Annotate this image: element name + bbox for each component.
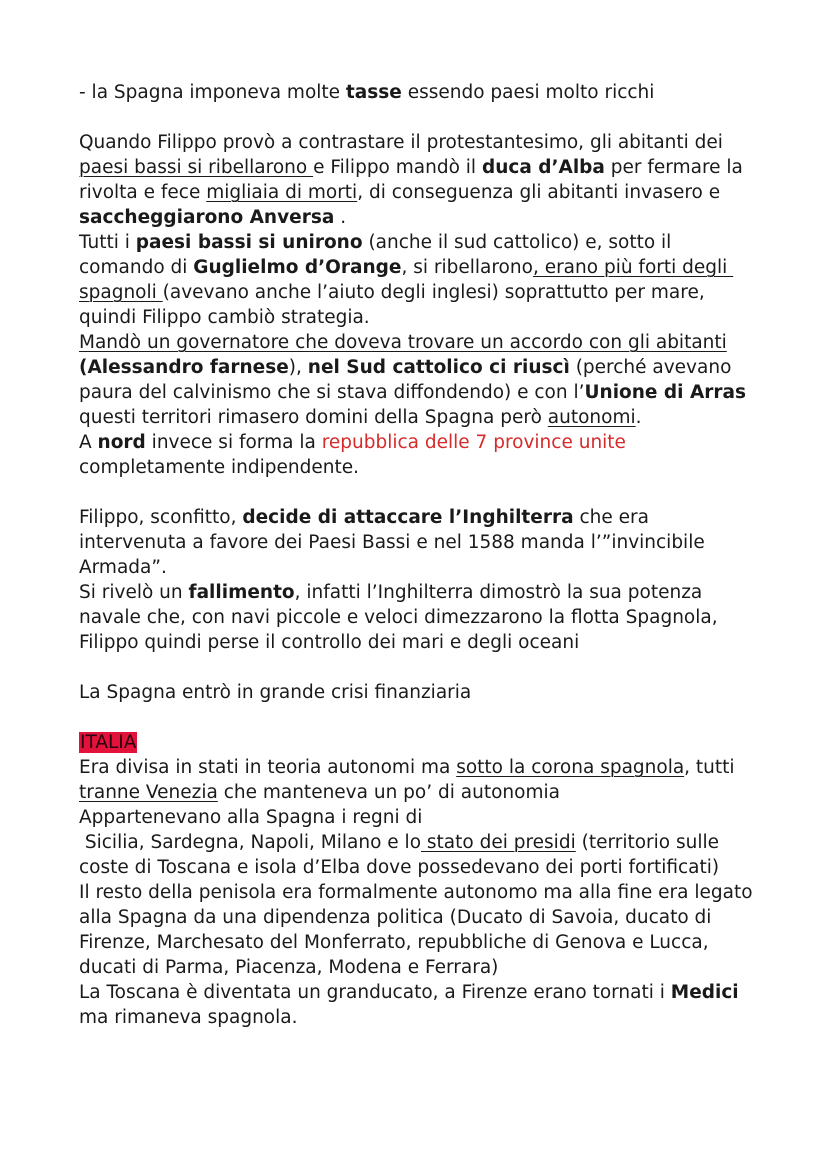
text-run: ducati di Parma, Piacenza, Modena e Ferrara) bbox=[79, 957, 499, 978]
text-run: - la Spagna imponeva molte bbox=[79, 82, 346, 103]
bold-text: duca d’Alba bbox=[481, 157, 605, 178]
text-run: Appartenevano alla Spagna i regni di bbox=[79, 807, 423, 828]
text-line bbox=[79, 555, 799, 580]
underlined-text: Mandò un governatore che doveva trovare un accordo con gli abitanti bbox=[79, 332, 727, 353]
text-line bbox=[79, 155, 799, 180]
text-run: intervenuta a favore dei Paesi Bassi e nel 1588 manda l’”invincibile bbox=[79, 532, 705, 553]
bold-text: saccheggiarono Anversa bbox=[79, 207, 335, 228]
text-run: , infatti l’Inghilterra dimostrò la sua potenza bbox=[294, 582, 703, 603]
text-run: Il resto della penisola era formalmente autonomo ma alla fine era legato bbox=[79, 882, 753, 903]
text-run: Tutti i bbox=[79, 232, 136, 253]
bold-text: Medici bbox=[670, 982, 739, 1003]
text-run: (territorio sulle bbox=[575, 832, 720, 853]
text-line bbox=[79, 305, 799, 330]
text-line bbox=[79, 580, 799, 605]
text-run: navale che, con navi piccole e veloci dimezzarono la flotta Spagnola, bbox=[79, 607, 718, 628]
text-line bbox=[79, 930, 799, 955]
text-run: A bbox=[79, 432, 98, 453]
highlighted-heading: ITALIA bbox=[80, 732, 137, 753]
text-line bbox=[79, 730, 799, 755]
text-line bbox=[79, 630, 799, 655]
bold-text: tasse bbox=[345, 82, 402, 103]
text-run: Armada”. bbox=[79, 557, 167, 578]
text-run: (avevano anche l’aiuto degli inglesi) soprattutto per mare, bbox=[162, 282, 705, 303]
text-run: quindi Filippo cambiò strategia. bbox=[79, 307, 370, 328]
text-run: coste di Toscana e isola d’Elba dove possedevano dei porti fortificati) bbox=[79, 857, 720, 878]
text-line bbox=[79, 755, 799, 780]
bold-text: decide di attaccare l’Inghilterra bbox=[242, 507, 574, 528]
text-line bbox=[79, 230, 799, 255]
bold-text: fallimento bbox=[188, 582, 295, 603]
text-run: questi territori rimasero domini della Spagna però bbox=[79, 407, 548, 428]
underlined-text: autonomi bbox=[547, 407, 636, 428]
text-run: Firenze, Marchesato del Monferrato, repubbliche di Genova e Lucca, bbox=[79, 932, 709, 953]
underlined-text: migliaia di morti bbox=[206, 182, 358, 203]
text-line bbox=[79, 405, 799, 430]
text-run: , tutti bbox=[684, 757, 735, 778]
text-run: invece si forma la bbox=[145, 432, 322, 453]
bold-text: Guglielmo d’Orange bbox=[193, 257, 402, 278]
text-run: Filippo, sconfitto, bbox=[79, 507, 243, 528]
text-line bbox=[79, 880, 799, 905]
document-body bbox=[79, 80, 799, 1030]
text-line bbox=[79, 80, 799, 105]
text-line bbox=[79, 505, 799, 530]
text-run: per fermare la bbox=[604, 157, 743, 178]
text-line bbox=[79, 330, 799, 355]
text-line bbox=[79, 130, 799, 155]
text-line bbox=[79, 205, 799, 230]
text-run: ma rimaneva spagnola. bbox=[79, 1007, 298, 1028]
text-run: La Spagna entrò in grande crisi finanziaria bbox=[79, 682, 472, 703]
text-line bbox=[79, 280, 799, 305]
text-run: . bbox=[334, 207, 347, 228]
text-run: (perché avevano bbox=[569, 357, 732, 378]
text-line bbox=[79, 455, 799, 480]
text-run: alla Spagna da una dipendenza politica (Ducato di Savoia, ducato di bbox=[79, 907, 712, 928]
blank-line bbox=[79, 705, 799, 730]
underlined-text: spagnoli bbox=[79, 282, 163, 303]
text-run: rivolta e fece bbox=[79, 182, 207, 203]
text-line bbox=[79, 1005, 799, 1030]
text-line bbox=[79, 355, 799, 380]
text-line bbox=[79, 855, 799, 880]
text-line bbox=[79, 955, 799, 980]
text-run: comando di bbox=[79, 257, 194, 278]
text-run: Era divisa in stati in teoria autonomi ma bbox=[79, 757, 457, 778]
text-line bbox=[79, 805, 799, 830]
text-line bbox=[79, 830, 799, 855]
underlined-text: tranne Venezia bbox=[79, 782, 218, 803]
text-line bbox=[79, 980, 799, 1005]
red-text: repubblica delle 7 province unite bbox=[321, 432, 626, 453]
bold-text: nel Sud cattolico ci riuscì bbox=[307, 357, 570, 378]
text-run: Filippo quindi perse il controllo dei mari e degli oceani bbox=[79, 632, 580, 653]
blank-line bbox=[79, 655, 799, 680]
text-run: , di conseguenza gli abitanti invasero e bbox=[357, 182, 721, 203]
text-run: che era bbox=[573, 507, 649, 528]
text-line bbox=[79, 605, 799, 630]
text-run: . bbox=[635, 407, 642, 428]
text-line bbox=[79, 380, 799, 405]
blank-line bbox=[79, 105, 799, 130]
text-run: (anche il sud cattolico) e, sotto il bbox=[362, 232, 672, 253]
text-run: ), bbox=[288, 357, 308, 378]
underlined-text: sotto la corona spagnola bbox=[456, 757, 685, 778]
text-line bbox=[79, 430, 799, 455]
bold-text: paesi bassi si unirono bbox=[135, 232, 363, 253]
text-run: Sicilia, Sardegna, Napoli, Milano e lo bbox=[79, 832, 422, 853]
underlined-text: stato dei presidi bbox=[421, 832, 576, 853]
text-run: La Toscana è diventata un granducato, a Firenze erano tornati i bbox=[79, 982, 671, 1003]
blank-line bbox=[79, 480, 799, 505]
text-line bbox=[79, 530, 799, 555]
bold-text: Unione di Arras bbox=[584, 382, 747, 403]
bold-text: (Alessandro farnese bbox=[79, 357, 289, 378]
text-run: paura del calvinismo che si stava diffondendo) e con l’ bbox=[79, 382, 585, 403]
text-run: che manteneva un po’ di autonomia bbox=[217, 782, 560, 803]
text-run: e Filippo mandò il bbox=[313, 157, 482, 178]
text-run: Si rivelò un bbox=[79, 582, 189, 603]
underlined-text: paesi bassi si ribellarono bbox=[79, 157, 314, 178]
text-line bbox=[79, 680, 799, 705]
text-run: essendo paesi molto ricchi bbox=[401, 82, 655, 103]
text-line bbox=[79, 180, 799, 205]
text-run: Quando Filippo provò a contrastare il protestantesimo, gli abitanti dei bbox=[79, 132, 723, 153]
text-line bbox=[79, 780, 799, 805]
text-line bbox=[79, 905, 799, 930]
underlined-text: , erano più forti degli bbox=[532, 257, 734, 278]
bold-text: nord bbox=[97, 432, 146, 453]
text-run: , si ribellarono bbox=[401, 257, 533, 278]
text-line bbox=[79, 255, 799, 280]
text-run: completamente indipendente. bbox=[79, 457, 359, 478]
